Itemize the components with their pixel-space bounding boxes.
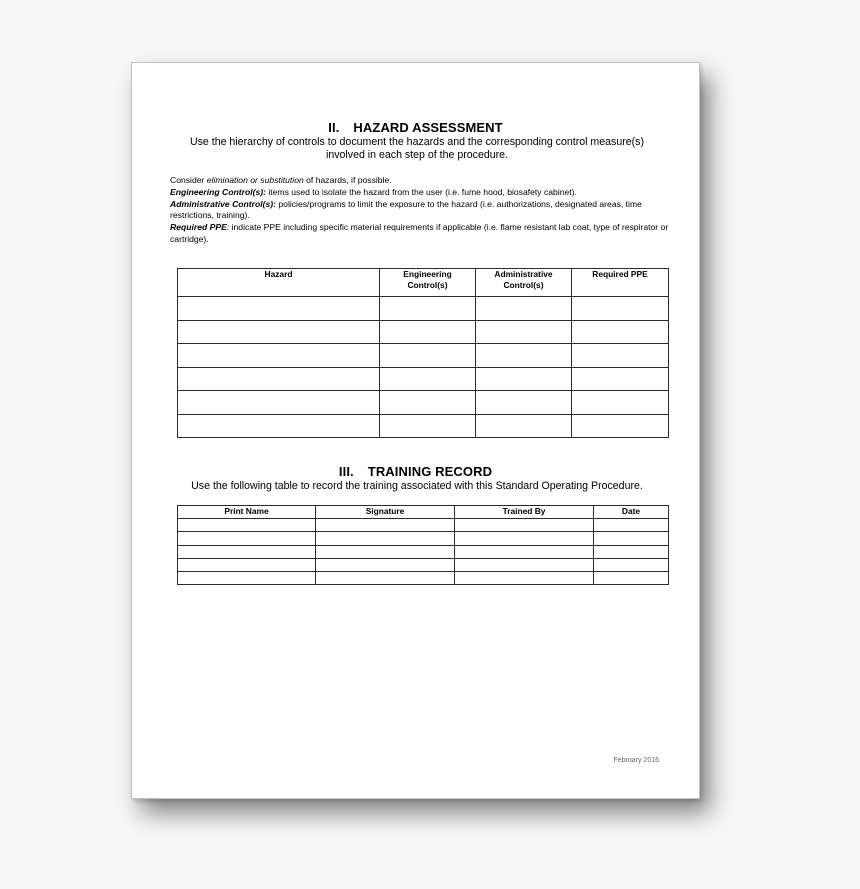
footer-date: February 2016 xyxy=(613,757,659,764)
table-row xyxy=(178,532,669,545)
trained-by-cell[interactable] xyxy=(455,519,594,532)
header-print-name: Print Name xyxy=(178,506,316,519)
hazard-cell[interactable] xyxy=(178,367,380,391)
table-row xyxy=(178,519,669,532)
ppe-cell[interactable] xyxy=(572,367,669,391)
document-page xyxy=(131,62,700,799)
signature-cell[interactable] xyxy=(316,519,455,532)
hazard-section-subtitle: Use the hierarchy of controls to document the hazards and the corresponding control measure(s) involved in each step of the procedure. xyxy=(189,136,644,161)
print-name-cell[interactable] xyxy=(178,545,316,558)
table-row xyxy=(178,572,669,585)
ppe-cell[interactable] xyxy=(572,391,669,415)
table-row xyxy=(178,297,669,321)
engineering-cell[interactable] xyxy=(380,367,476,391)
trained-by-cell[interactable] xyxy=(455,572,594,585)
table-row xyxy=(178,414,669,438)
header-engineering-controls: Engineering Control(s) xyxy=(380,269,476,297)
ppe-cell[interactable] xyxy=(572,320,669,344)
definition-text: items used to isolate the hazard from the user (i.e. fume hood, biosafety cabinet). xyxy=(265,186,577,197)
date-cell[interactable] xyxy=(594,572,669,585)
administrative-cell[interactable] xyxy=(476,367,572,391)
consider-suffix: of hazards, if possible. xyxy=(303,175,392,185)
definition-term: Required PPE xyxy=(170,222,227,233)
hazard-section-heading: HAZARD ASSESSMENT xyxy=(353,120,503,135)
engineering-cell[interactable] xyxy=(380,297,476,321)
trained-by-cell[interactable] xyxy=(455,558,594,571)
ppe-cell[interactable] xyxy=(572,344,669,368)
consider-italic: elimination or substitution xyxy=(206,175,304,185)
print-name-cell[interactable] xyxy=(178,572,316,585)
ppe-cell[interactable] xyxy=(572,297,669,321)
administrative-cell[interactable] xyxy=(476,297,572,321)
definition-term: Engineering Control(s): xyxy=(170,186,266,197)
table-row xyxy=(178,344,669,368)
administrative-cell[interactable] xyxy=(476,414,572,438)
signature-cell[interactable] xyxy=(316,532,455,545)
definition-text: : indicate PPE including specific material requirements if applicable (i.e. flame resistant lab coat, type of respirator or cartridge). xyxy=(170,222,669,244)
training-section-title xyxy=(132,464,699,479)
hazard-cell[interactable] xyxy=(178,320,380,344)
hazard-cell[interactable] xyxy=(178,297,380,321)
training-table-header xyxy=(178,506,669,519)
administrative-cell[interactable] xyxy=(476,320,572,344)
definition-administrative xyxy=(170,199,670,223)
hazard-cell[interactable] xyxy=(178,344,380,368)
hazard-cell[interactable] xyxy=(178,391,380,415)
date-cell[interactable] xyxy=(594,532,669,545)
header-required-ppe: Required PPE xyxy=(572,269,669,297)
engineering-cell[interactable] xyxy=(380,344,476,368)
hazard-section-title xyxy=(132,120,699,135)
date-cell[interactable] xyxy=(594,519,669,532)
hazard-cell[interactable] xyxy=(178,414,380,438)
print-name-cell[interactable] xyxy=(178,519,316,532)
definition-term: Administrative Control(s): xyxy=(170,198,276,209)
administrative-cell[interactable] xyxy=(476,344,572,368)
signature-cell[interactable] xyxy=(316,558,455,571)
date-cell[interactable] xyxy=(594,545,669,558)
training-section-number: III. xyxy=(338,464,354,479)
engineering-cell[interactable] xyxy=(380,391,476,415)
engineering-cell[interactable] xyxy=(380,414,476,438)
table-row xyxy=(178,545,669,558)
table-row xyxy=(178,320,669,344)
table-row xyxy=(178,391,669,415)
print-name-cell[interactable] xyxy=(178,532,316,545)
hazard-instructions xyxy=(170,175,670,246)
training-section-heading: TRAINING RECORD xyxy=(367,464,493,479)
signature-cell[interactable] xyxy=(316,545,455,558)
date-cell[interactable] xyxy=(594,558,669,571)
ppe-cell[interactable] xyxy=(572,414,669,438)
definition-text: policies/programs to limit the exposure to the hazard (i.e. authorizations, designated areas, time restrictions, training). xyxy=(170,198,642,221)
header-signature: Signature xyxy=(316,506,455,519)
header-date: Date xyxy=(594,506,669,519)
trained-by-cell[interactable] xyxy=(455,545,594,558)
print-name-cell[interactable] xyxy=(178,558,316,571)
definition-engineering xyxy=(170,187,670,199)
consider-prefix: Consider xyxy=(170,175,207,185)
hazard-section-number: II. xyxy=(328,120,340,135)
header-hazard: Hazard xyxy=(178,269,380,297)
header-trained-by: Trained By xyxy=(455,506,594,519)
engineering-cell[interactable] xyxy=(380,320,476,344)
signature-cell[interactable] xyxy=(316,572,455,585)
training-section-subtitle: Use the following table to record the training associated with this Standard Operating Procedure. xyxy=(191,480,643,492)
consider-line xyxy=(170,175,670,187)
table-row xyxy=(178,558,669,571)
header-administrative-controls: Administrative Control(s) xyxy=(476,269,572,297)
administrative-cell[interactable] xyxy=(476,391,572,415)
table-row xyxy=(178,367,669,391)
hazard-table xyxy=(177,268,669,438)
trained-by-cell[interactable] xyxy=(455,532,594,545)
training-table xyxy=(177,505,669,585)
hazard-table-header xyxy=(178,269,669,297)
definition-ppe xyxy=(170,222,670,246)
